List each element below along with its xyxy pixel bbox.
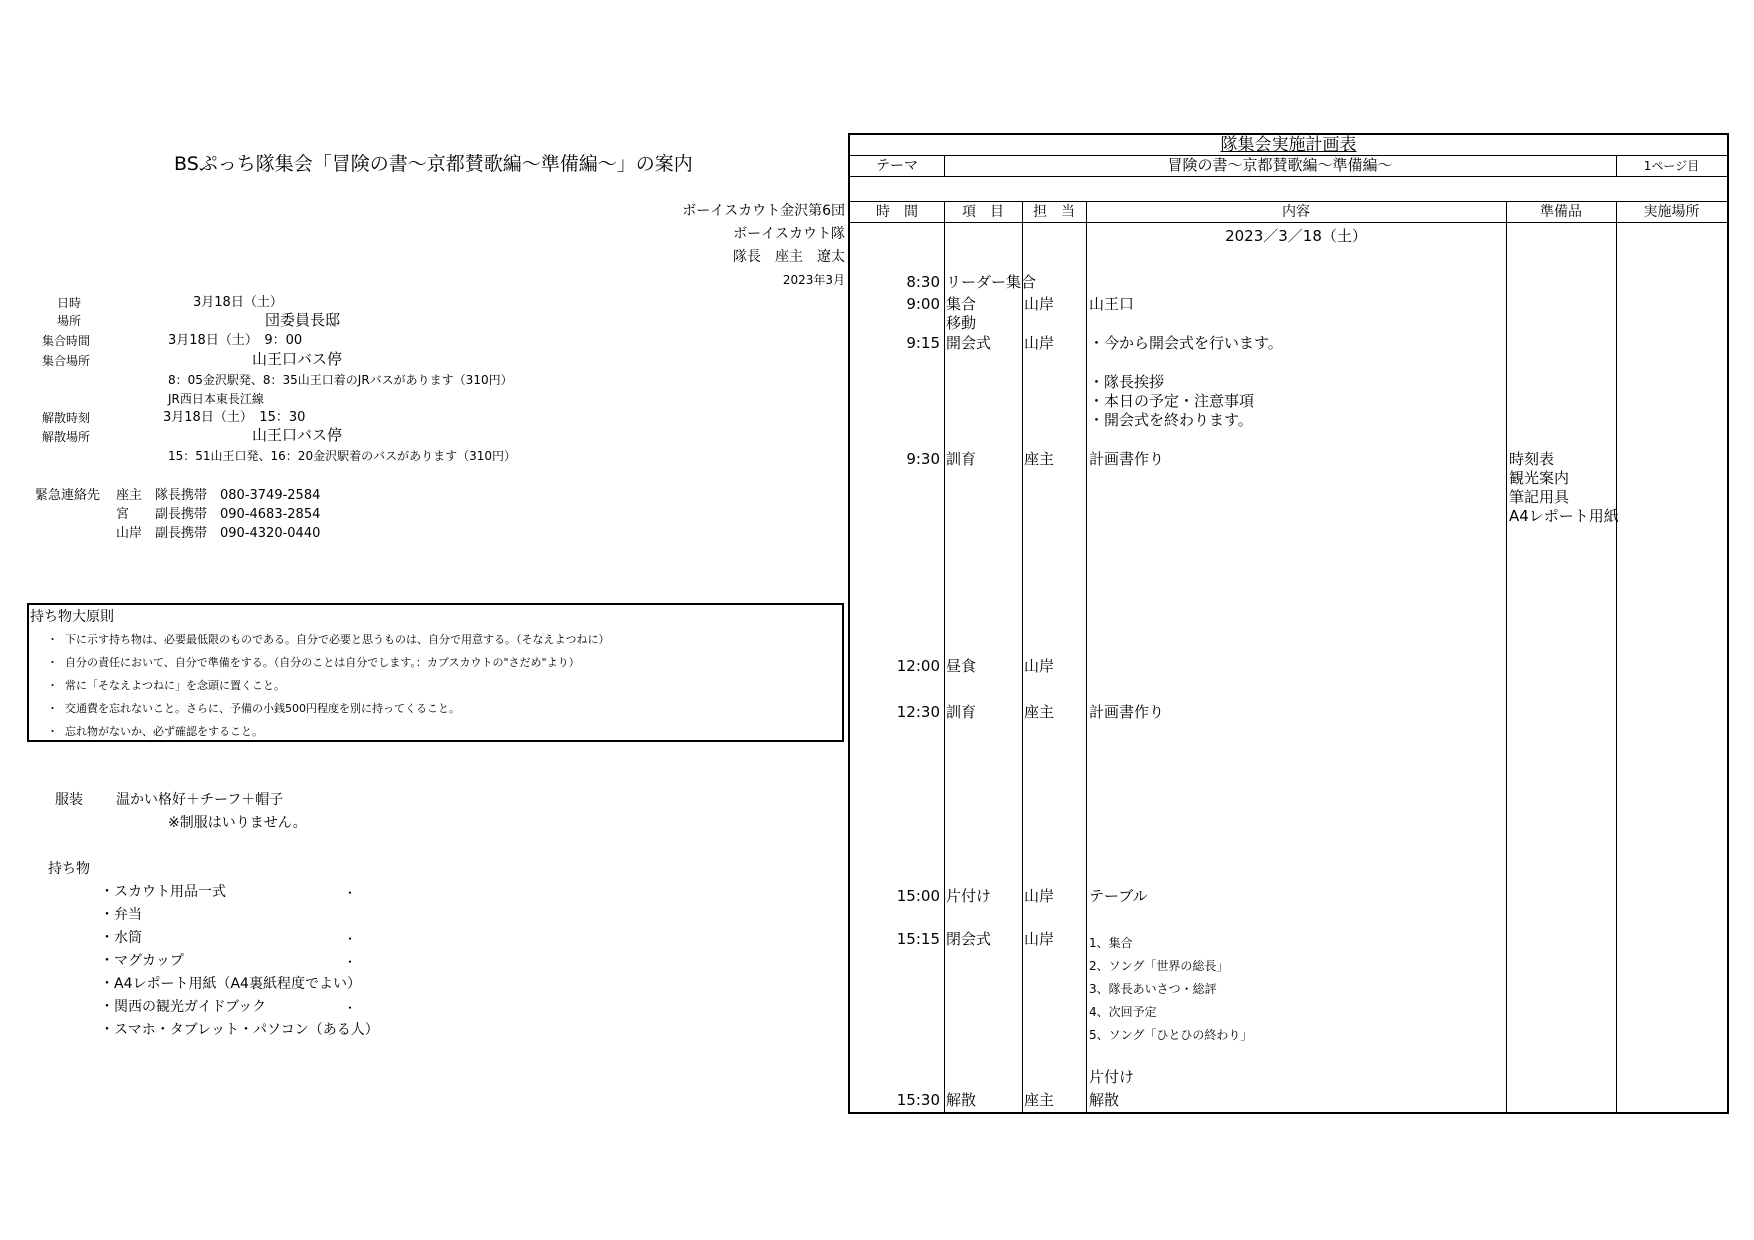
gather-time-value: 3月18日（土） 9：00 — [168, 333, 303, 348]
row-content: ・隊長挨拶 — [1089, 373, 1165, 391]
row-person: 座主 — [1024, 450, 1055, 468]
row-content: 5、ソング「ひとひの終わり」 — [1089, 1028, 1253, 1042]
belonging-item: ・弁当 — [100, 907, 142, 923]
supply-item: 筆記用具 — [1509, 488, 1570, 506]
supply-item: 時刻表 — [1509, 450, 1555, 468]
row-person: 座主 — [1024, 703, 1055, 721]
row-item: 移動 — [946, 314, 977, 332]
row-content: ・開会式を終わります。 — [1089, 411, 1253, 429]
dismiss-time-label: 解散時刻 — [42, 411, 91, 425]
belonging-item: ・マグカップ — [100, 953, 184, 969]
page-title: BSぷっち隊集会「冒険の書～京都賛歌編～準備編～」の案内 — [174, 153, 693, 175]
page-number: 1ページ目 — [1643, 159, 1700, 173]
row-content: 1、集合 — [1089, 936, 1133, 950]
principle-item: 下に示す持ち物は、必要最低限のものである。自分で必要と思うものは、自分で用意する。（そなえよつねに） — [65, 633, 610, 646]
row-time: 9:00 — [906, 295, 940, 313]
row-content: ・今から開会式を行います。 — [1089, 334, 1283, 352]
supply-item: 観光案内 — [1509, 469, 1570, 487]
row-time: 15:30 — [896, 1091, 940, 1109]
table-line — [1086, 201, 1087, 1112]
row-person: 山岸 — [1024, 887, 1055, 905]
row-person: 座主 — [1024, 1091, 1055, 1109]
emergency-label: 緊急連絡先 — [35, 488, 101, 503]
gather-note: 8：05金沢駅発、8：35山王口着のJRバスがあります（310円） — [168, 373, 513, 387]
date-value: 3月18日（土） — [193, 295, 283, 310]
clothing-note: ※制服はいりません。 — [168, 815, 307, 831]
belonging-item: ・水筒 — [100, 930, 142, 946]
row-time: 12:30 — [896, 703, 940, 721]
clothing-value: 温かい格好＋チーフ＋帽子 — [116, 792, 284, 808]
dismiss-note: 15：51山王口発、16：20金沢駅着のバスがあります（310円） — [168, 449, 516, 463]
header-item: 項 目 — [962, 204, 1004, 220]
table-line — [1022, 201, 1023, 1112]
supply-item: A4レポート用紙 — [1509, 507, 1619, 525]
row-item: 訓育 — [946, 450, 977, 468]
date-row: 2023／3／18（土） — [1225, 227, 1367, 245]
table-title: 隊集会実施計画表 — [1220, 135, 1357, 155]
principle-bullet: ・ — [47, 633, 58, 646]
row-item: リーダー集合 — [946, 273, 1037, 291]
emergency-contact: 座主 隊長携帯 080-3749-2584 — [116, 488, 321, 503]
header-content: 内容 — [1282, 204, 1310, 220]
principle-bullet: ・ — [47, 725, 58, 738]
row-time: 12:00 — [896, 657, 940, 675]
date-label: 日時 — [57, 296, 82, 310]
principle-bullet: ・ — [47, 702, 58, 715]
troop-name: ボーイスカウト隊 — [733, 226, 845, 242]
table-line — [944, 201, 945, 1112]
row-time: 9:30 — [906, 450, 940, 468]
row-content: 片付け — [1089, 1068, 1135, 1086]
place-label: 場所 — [57, 314, 82, 328]
row-content: 4、次回予定 — [1089, 1005, 1157, 1019]
gather-time-label: 集合時間 — [42, 334, 91, 348]
leader-name: 隊長 座主 遼太 — [733, 249, 845, 265]
row-item: 集合 — [946, 295, 977, 313]
dismiss-place-label: 解散場所 — [42, 430, 91, 444]
row-content: 2、ソング「世界の総長」 — [1089, 959, 1229, 973]
principle-item: 常に「そなえよつねに」を念頭に置くこと。 — [65, 679, 285, 692]
row-content: ・本日の予定・注意事項 — [1089, 392, 1255, 410]
table-line — [1506, 201, 1507, 1112]
issue-date: 2023年3月 — [782, 273, 845, 287]
principle-item: 交通費を忘れないこと。さらに、予備の小銭500円程度を別に持ってくること。 — [65, 702, 460, 715]
belonging-dot: ・ — [344, 886, 357, 900]
place-value: 団委員長邸 — [265, 311, 341, 329]
header-time: 時 間 — [876, 204, 918, 220]
theme-label: テーマ — [876, 158, 918, 174]
row-content: 3、隊長あいさつ・総評 — [1089, 982, 1217, 996]
header-person: 担 当 — [1033, 204, 1075, 220]
principles-box — [27, 603, 844, 742]
gather-place-label: 集合場所 — [42, 354, 91, 368]
belonging-item: ・関西の観光ガイドブック — [100, 999, 267, 1015]
row-content: 解散 — [1089, 1091, 1120, 1109]
dismiss-place-value: 山王口バス停 — [252, 426, 343, 444]
theme-value: 冒険の書～京都賛歌編～準備編～ — [1167, 156, 1393, 174]
belonging-item: ・スマホ・タブレット・パソコン（ある人） — [100, 1022, 379, 1038]
table-line — [1616, 201, 1617, 1112]
row-item: 昼食 — [946, 657, 977, 675]
belonging-item: ・A4レポート用紙（A4裏紙程度でよい） — [100, 976, 361, 992]
belonging-item: ・スカウト用品一式 — [100, 884, 226, 900]
row-person: 山岸 — [1024, 930, 1055, 948]
row-time: 15:00 — [896, 887, 940, 905]
row-item: 訓育 — [946, 703, 977, 721]
principles-title: 持ち物大原則 — [30, 609, 114, 625]
row-content: 山王口 — [1089, 295, 1135, 313]
row-item: 閉会式 — [946, 930, 992, 948]
row-content: テーブル — [1089, 887, 1148, 905]
emergency-contact: 山岸 副長携帯 090-4320-0440 — [116, 526, 321, 541]
row-person: 山岸 — [1024, 295, 1055, 313]
gather-place-value: 山王口バス停 — [252, 350, 343, 368]
header-supplies: 準備品 — [1540, 204, 1582, 220]
belonging-dot: ・ — [344, 932, 357, 946]
row-content: 計画書作り — [1089, 703, 1165, 721]
clothing-label: 服装 — [55, 792, 83, 808]
principle-item: 忘れ物がないか、必ず確認をすること。 — [65, 725, 263, 738]
row-person: 山岸 — [1024, 334, 1055, 352]
principle-bullet: ・ — [47, 679, 58, 692]
dismiss-time-value: 3月18日（土） 15：30 — [163, 410, 306, 425]
row-item: 片付け — [946, 887, 992, 905]
principle-item: 自分の責任において、自分で準備をする。（自分のことは自分でします。：カブスカウトの"さだめ"より） — [65, 656, 580, 669]
table-line — [850, 222, 1727, 223]
header-location: 実施場所 — [1643, 204, 1700, 220]
row-time: 15:15 — [896, 930, 940, 948]
principle-bullet: ・ — [47, 656, 58, 669]
table-line — [850, 201, 1727, 202]
row-time: 9:15 — [906, 334, 940, 352]
row-item: 解散 — [946, 1091, 977, 1109]
row-person: 山岸 — [1024, 657, 1055, 675]
belonging-dot: ・ — [344, 955, 357, 969]
table-line — [850, 176, 1727, 177]
gather-line: JR西日本東長江線 — [168, 392, 264, 406]
row-item: 開会式 — [946, 334, 992, 352]
schedule-table — [848, 133, 1729, 1114]
belongings-label: 持ち物 — [48, 861, 90, 877]
row-time: 8:30 — [906, 273, 940, 291]
org-name: ボーイスカウト金沢第6団 — [682, 203, 845, 219]
emergency-contact: 宮 副長携帯 090-4683-2854 — [116, 507, 321, 522]
belonging-dot: ・ — [344, 1001, 357, 1015]
row-content: 計画書作り — [1089, 450, 1165, 468]
